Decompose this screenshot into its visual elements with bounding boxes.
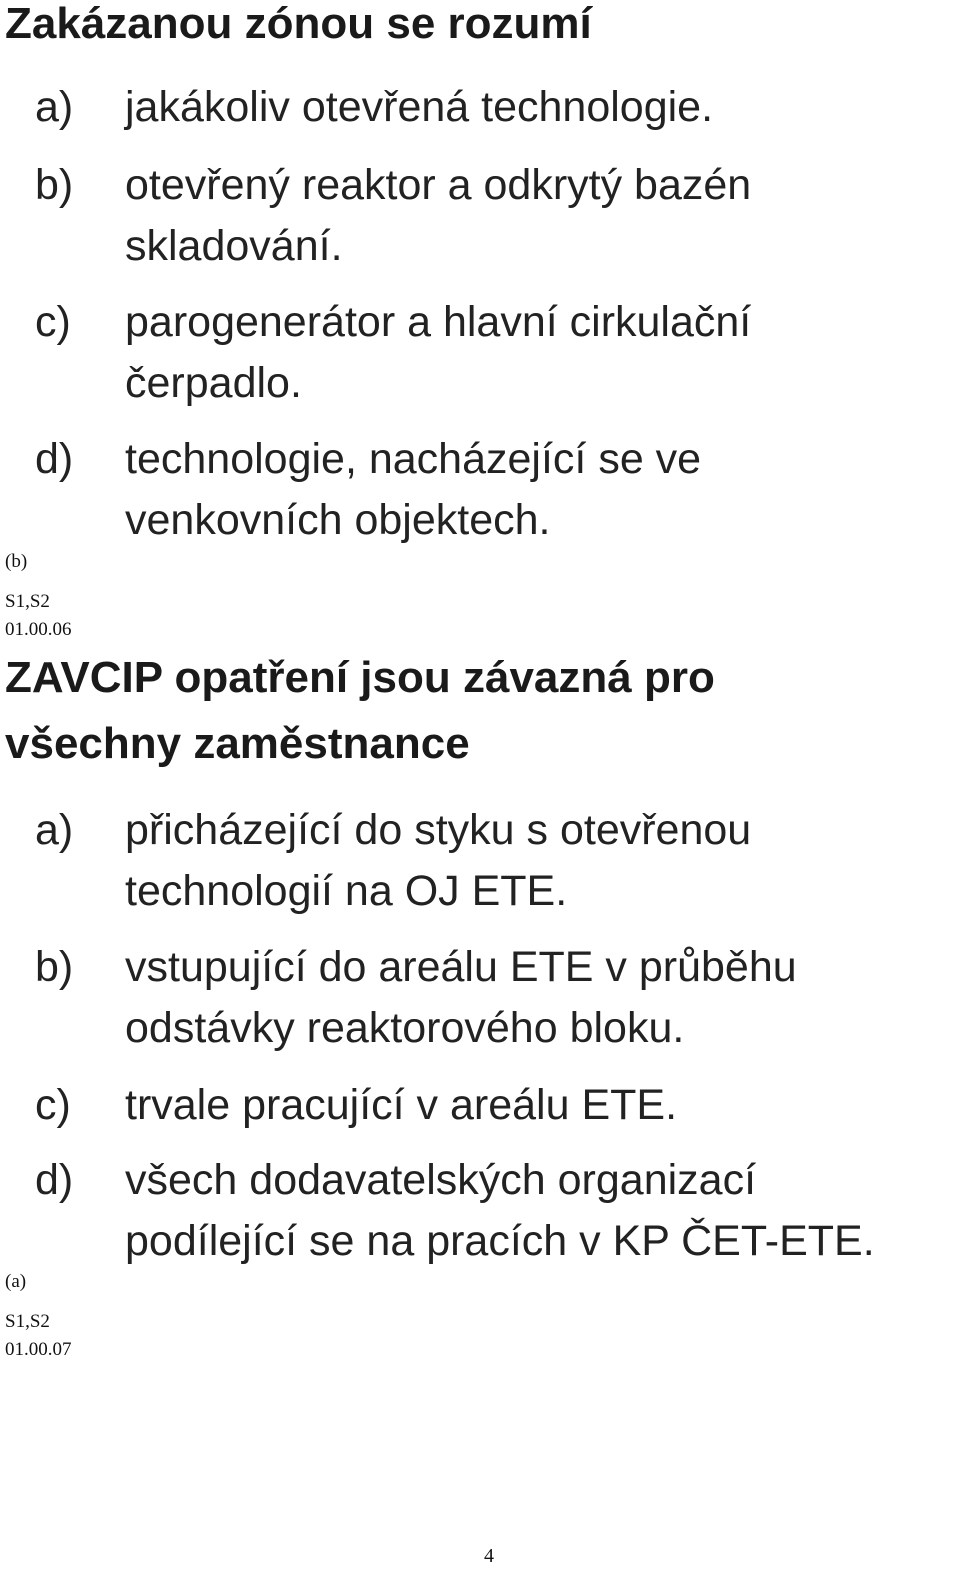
option-b-text-line2: odstávky reaktorového bloku. [125,1004,685,1052]
section-codes: S1,S2 [5,1311,50,1332]
page-number: 4 [484,1545,494,1567]
option-a-text: přicházející do styku s otevřenou [125,806,752,854]
question-code: 01.00.06 [5,619,72,640]
section-codes: S1,S2 [5,591,50,612]
answer-key: (a) [5,1271,27,1292]
option-b-letter: b) [35,943,74,991]
question-code: 01.00.07 [5,1339,72,1360]
option-d-letter: d) [35,1156,74,1204]
option-c-text: trvale pracující v areálu ETE. [125,1081,678,1129]
option-a-letter: a) [35,806,74,854]
option-a-letter: a) [35,83,74,131]
option-b-letter: b) [35,161,74,209]
option-d-text: všech dodavatelských organizací [125,1156,757,1204]
option-c-text-line2: čerpadlo. [125,359,302,407]
answer-key: (b) [5,551,28,572]
option-b-text: otevřený reaktor a odkrytý bazén [125,161,752,209]
option-c-letter: c) [35,1081,71,1129]
option-a-text-line2: technologií na OJ ETE. [125,867,568,915]
question-title-line2: všechny zaměstnance [5,719,470,768]
option-d-text-line2: venkovních objektech. [125,496,551,544]
option-b-text-line2: skladování. [125,222,343,270]
option-d-letter: d) [35,435,74,483]
option-b-text: vstupující do areálu ETE v průběhu [125,943,797,991]
option-d-text-line2: podílející se na pracích v KP ČET-ETE. [125,1217,875,1265]
question-title: ZAVCIP opatření jsou závazná pro [5,653,715,702]
option-c-text: parogenerátor a hlavní cirkulační [125,298,752,346]
question-title: Zakázanou zónou se rozumí [5,0,592,48]
option-d-text: technologie, nacházející se ve [125,435,702,483]
option-a-text: jakákoliv otevřená technologie. [125,83,714,131]
option-c-letter: c) [35,298,71,346]
